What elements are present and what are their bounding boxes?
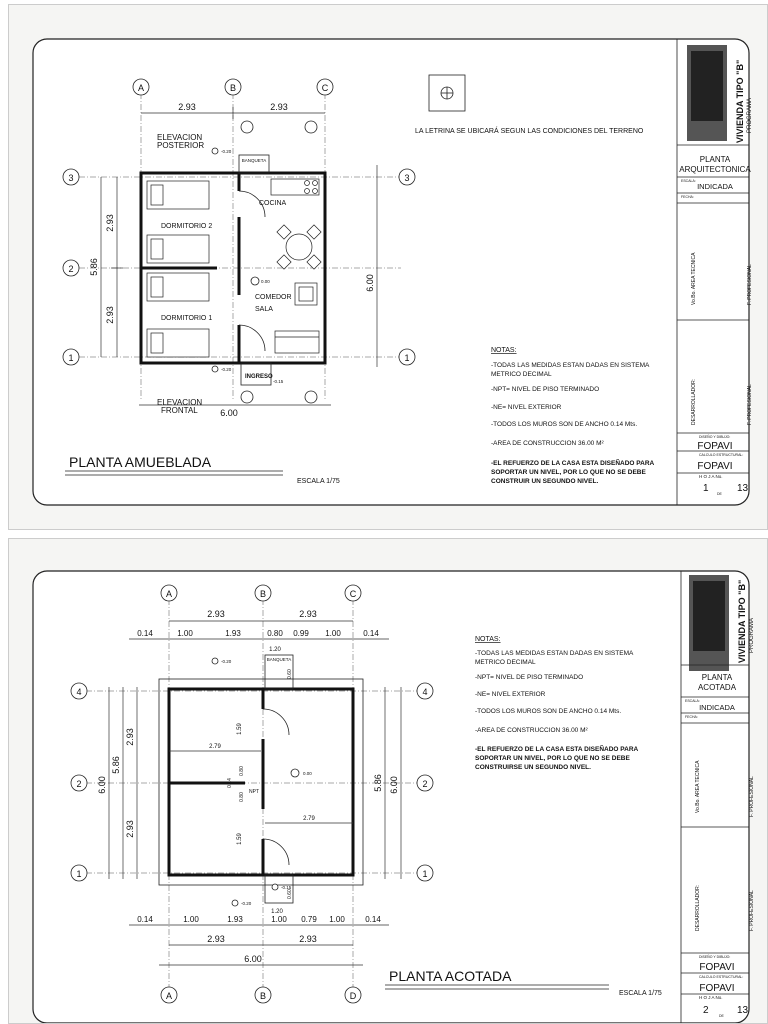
drawing-text: Vo.Bo. AREA TECNICA (695, 760, 701, 813)
drawing-text: -NE= NIVEL EXTERIOR (475, 691, 546, 698)
label-elev-frontal-1: ELEVACION (157, 398, 203, 407)
drawing-text: 0.14 (137, 915, 153, 924)
drawing-text: FECHA: (685, 715, 698, 719)
drawing-text: CALCULO ESTRUCTURAL: (699, 453, 744, 457)
drawing-planta-acotada (9, 539, 767, 1023)
drawing-text: 1 (422, 869, 428, 879)
drawing-text: 0.99 (293, 629, 309, 638)
drawing-text: 6.00 (244, 954, 262, 964)
drawing-text: 0.60 (287, 889, 293, 899)
dim-top-left: 2.93 (178, 102, 196, 112)
drawing-text: PLANTA (699, 155, 731, 164)
drawing-text: CONSTRUIRSE UN SEGUNDO NIVEL. (475, 764, 591, 771)
drawing-text: 1.20 (269, 647, 281, 653)
drawing-text: 1 (404, 353, 410, 363)
drawing-text: 2.93 (207, 609, 225, 619)
drawing-text: METRICO DECIMAL (475, 659, 536, 666)
drawing-text: DE (717, 492, 722, 496)
drawing-text: 1.00 (329, 915, 345, 924)
sheet-total: 13 (737, 1005, 749, 1016)
drawing-text: F. PROFESIONAL (749, 890, 755, 931)
drawing-text: -0.15 (273, 379, 284, 384)
label-dormitorio-1: DORMITORIO 1 (161, 315, 213, 322)
drawing-text: 2.79 (209, 744, 221, 750)
drawing-text: -0.20 (221, 659, 232, 664)
drawing-text: F. PROFESIONAL (747, 384, 753, 425)
drawing-text: PROGRAMA (747, 97, 753, 133)
drawing-text: -TODAS LAS MEDIDAS ESTAN DADAS EN SISTEMA (475, 650, 634, 657)
drawing-text: 2.93 (125, 728, 135, 746)
drawing-text: -EL REFUERZO DE LA CASA ESTA DISEÑADO PARA (475, 746, 639, 753)
sheet-planta-acotada (8, 538, 768, 1024)
grid-label-4: 4 (76, 687, 82, 697)
grid-label-1: 1 (68, 353, 74, 363)
drawing-text: 1.93 (227, 915, 243, 924)
drawing-text: 0.14 (365, 915, 381, 924)
drawing-text: 0.00 (303, 771, 312, 776)
drawing-scale: ESCALA 1/75 (297, 478, 340, 485)
drawing-text: 0.60 (287, 669, 293, 679)
dim-left-total: 5.86 (89, 258, 99, 276)
drawing-text: CALCULO ESTRUCTURAL: (699, 975, 744, 979)
drawing-text: -NPT= NIVEL DE PISO TERMINADO (491, 386, 600, 393)
drawing-text: 1.20 (271, 909, 283, 915)
drawing-text: -0.20 (241, 901, 252, 906)
drawing-text: DESARROLLADOR: (695, 884, 701, 931)
drawing-text: -0.20 (221, 367, 232, 372)
sheet-total: 13 (737, 483, 749, 494)
drawing-text: -TODOS LOS MUROS SON DE ANCHO 0.14 Mts. (491, 421, 638, 428)
drawing-text: INDICADA (699, 703, 735, 712)
grid-label-b: B (229, 83, 237, 93)
drawing-text: -TODOS LOS MUROS SON DE ANCHO 0.14 Mts. (475, 708, 622, 715)
drawing-text: 0.00 (261, 279, 270, 284)
calculo: FOPAVI (697, 461, 733, 472)
drawing-text: -0.20 (221, 149, 232, 154)
sheet-number: 1 (703, 483, 709, 494)
drawing-text: 0.14 (363, 629, 379, 638)
drawing-text: A (165, 991, 173, 1001)
designer: FOPAVI (699, 962, 735, 973)
grid-label-a: A (137, 83, 145, 93)
drawing-text: H O J A No. (699, 995, 723, 1000)
label-sala: SALA (255, 306, 273, 313)
drawing-text: 2.93 (299, 609, 317, 619)
project-name: VIVIENDA TIPO "B" (737, 579, 747, 663)
grid-label-c: C (349, 589, 357, 599)
level-marker (291, 769, 299, 777)
drawing-text: 0.80 (239, 766, 245, 776)
label-ingreso: INGRESO (245, 374, 273, 380)
drawing-text: CONSTRUIR UN SEGUNDO NIVEL. (491, 478, 599, 485)
drawing-text: PROGRAMA (749, 617, 755, 653)
drawing-planta-amueblada (9, 5, 767, 529)
drawing-text: 6.00 (97, 776, 107, 794)
dim-bottom-total: 6.00 (220, 408, 238, 418)
drawing-text: 1.59 (237, 833, 243, 845)
drawing-text: METRICO DECIMAL (491, 371, 552, 378)
drawing-text: DISEÑO Y DIBUJO: (699, 955, 731, 959)
designer: FOPAVI (697, 441, 733, 452)
grid-label-3: 3 (68, 173, 74, 183)
drawing-text: INDICADA (697, 182, 733, 191)
content-name: ACOTADA (697, 683, 737, 692)
drawing-text: 1.00 (183, 915, 199, 924)
drawing-title: PLANTA AMUEBLADA (69, 454, 212, 470)
dim-right-total: 6.00 (365, 274, 375, 292)
drawing-text: ESCALA: (681, 179, 696, 183)
grid-label-c: C (321, 83, 329, 93)
drawing-text: DISEÑO Y DIBUJO: (699, 435, 731, 439)
label-elev-posterior-1: ELEVACION (157, 133, 203, 142)
drawing-text: -0.15 (281, 885, 292, 890)
grid-label-2: 2 (76, 779, 82, 789)
drawing-text: 4 (422, 687, 428, 697)
drawing-text: Vo.Bo. AREA TECNICA (691, 252, 697, 305)
label-banqueta: BANQUETA (241, 158, 267, 163)
grid-label-a: A (165, 589, 173, 599)
grid-label-1: 1 (76, 869, 82, 879)
drawing-text: 6.00 (389, 776, 399, 794)
drawing-scale: ESCALA 1/75 (619, 990, 662, 997)
drawing-text: 0.14 (137, 629, 153, 638)
drawing-text: 1.93 (225, 629, 241, 638)
drawing-text: -NE= NIVEL EXTERIOR (491, 404, 562, 411)
drawing-text: -TODAS LAS MEDIDAS ESTAN DADAS EN SISTEMA (491, 362, 650, 369)
notes-title: NOTAS: (491, 347, 517, 354)
drawing-text: 5.86 (373, 774, 383, 792)
drawing-text: 1.00 (271, 915, 287, 924)
drawing-text: 0.80 (239, 792, 245, 802)
dim-top-right: 2.93 (270, 102, 288, 112)
drawing-text: D (349, 991, 357, 1001)
drawing-text: SOPORTAR UN NIVEL, POR LO QUE NO SE DEBE (475, 755, 630, 762)
grid-label-b: B (259, 589, 267, 599)
drawing-text: B (259, 991, 267, 1001)
project-name: VIVIENDA TIPO "B" (735, 59, 745, 143)
calculo: FOPAVI (699, 983, 735, 994)
drawing-text: 0.80 (267, 629, 283, 638)
drawing-text: 1.00 (177, 629, 193, 638)
drawing-text: 0.79 (301, 915, 317, 924)
drawing-text: 2.93 (299, 934, 317, 944)
drawing-text: 2.93 (105, 214, 115, 232)
label-elev-frontal-2: FRONTAL (161, 406, 198, 415)
label-cocina: COCINA (259, 200, 287, 207)
drawing-text: 2 (422, 779, 428, 789)
drawing-text: SOPORTAR UN NIVEL, POR LO QUE NO SE DEBE (491, 469, 646, 476)
letrina-note: LA LETRINA SE UBICARÁ SEGUN LAS CONDICIONES DEL TERRENO (415, 128, 644, 135)
drawing-title: PLANTA ACOTADA (389, 968, 512, 984)
drawing-text: ESCALA: (685, 699, 700, 703)
drawing-text: FECHA: (681, 195, 694, 199)
drawing-text: DE (719, 1014, 724, 1018)
level-marker (251, 277, 259, 285)
drawing-text: 1.00 (325, 629, 341, 638)
sheet-number: 2 (703, 1005, 709, 1016)
drawing-text: 2.93 (105, 306, 115, 324)
drawing-text: H O J A No. (699, 474, 723, 479)
drawing-text: DESARROLLADOR: (691, 378, 697, 425)
content-name: ARQUITECTONICA (679, 165, 751, 174)
drawing-text: -NPT= NIVEL DE PISO TERMINADO (475, 674, 584, 681)
kitchen-counter (271, 179, 319, 195)
drawing-text: -EL REFUERZO DE LA CASA ESTA DISEÑADO PARA (491, 460, 655, 467)
drawing-text: F. PROFESIONAL (747, 264, 753, 305)
sheet-planta-amueblada (8, 4, 768, 530)
notes-title: NOTAS: (475, 636, 501, 643)
drawing-text: -AREA DE CONSTRUCCION 36.00 M² (475, 727, 588, 734)
drawing-text: 3 (404, 173, 410, 183)
drawing-text: BANQUETA (266, 657, 292, 662)
drawing-text: 2.93 (125, 820, 135, 838)
drawing-text: PLANTA (701, 673, 733, 682)
drawing-text: 5.86 (111, 756, 121, 774)
label-elev-posterior-2: POSTERIOR (157, 141, 205, 150)
label-dormitorio-2: DORMITORIO 2 (161, 223, 213, 230)
drawing-text: -AREA DE CONSTRUCCION 36.00 M² (491, 440, 604, 447)
sofa-icon (275, 331, 319, 353)
drawing-text: 0.14 (227, 778, 233, 788)
label-comedor: COMEDOR (255, 294, 292, 301)
drawing-text: NPT (249, 789, 259, 795)
drawing-text: 1.59 (237, 723, 243, 735)
drawing-text: F. PROFESIONAL (749, 776, 755, 817)
drawing-text: 2.79 (303, 816, 315, 822)
drawing-text: 2.93 (207, 934, 225, 944)
grid-label-2: 2 (68, 264, 74, 274)
